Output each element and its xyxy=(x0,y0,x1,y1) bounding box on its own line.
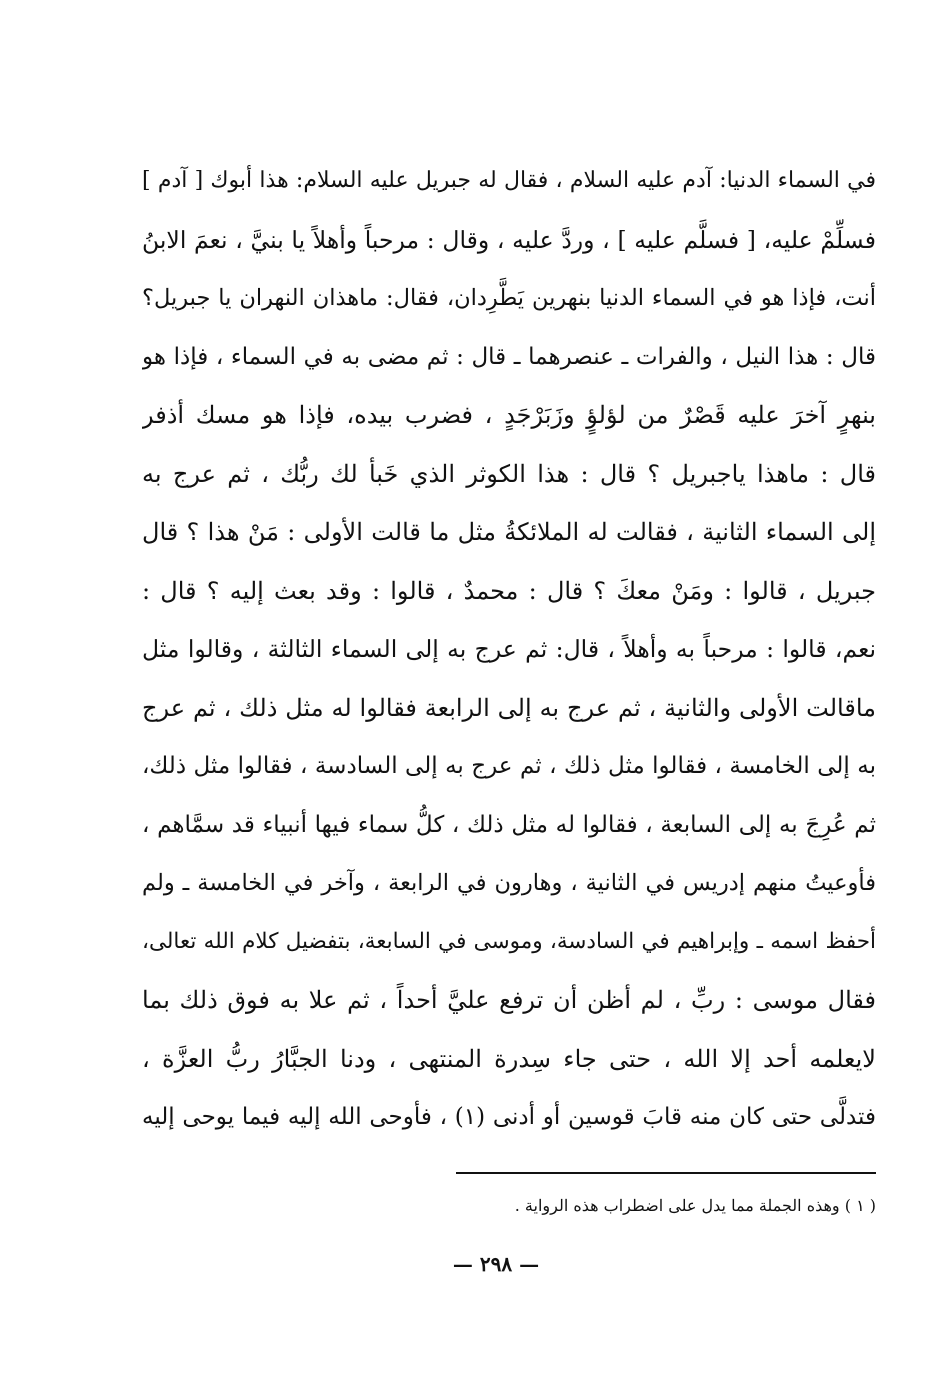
text-line: قال : ماهذا ياجبريل ؟ قال : هذا الكوثر الذي خَبأ لك ربُّك ، ثم عرج به xyxy=(142,459,876,488)
text-line: نعم، قالوا : مرحباً به وأهلاً ، قال: ثم عرج به إلى السماء الثالثة ، وقالوا مثل xyxy=(142,635,876,663)
text-line: فأوعيتُ منهم إدريس في الثانية ، وهارون في الرابعة ، وآخر في الخامسة ـ ولم xyxy=(142,870,876,896)
main-text-block xyxy=(142,152,876,1147)
text-line: ثم عُرِجَ به إلى السابعة ، فقالوا له مثل ذلك ، كلُّ سماء فيها أنبياء قد سمَّاهم ، xyxy=(142,811,876,838)
text-line: أنت، فإذا هو في السماء الدنيا بنهرين يَطَّرِدان، فقال: ماهذان النهران يا جبريل؟ xyxy=(142,285,876,311)
text-line: فسلِّمْ عليه، [ فسلَّم عليه ] ، وردَّ عليه ، وقال : مرحباً وأهلاً يا بنيَّ ، نعمَ الابنُ xyxy=(142,225,876,254)
text-line: فقال موسى : ربِّ ، لم أظن أن ترفع عليَّ أحداً ، ثم علا به فوق ذلك بما xyxy=(142,986,876,1014)
page-number: — ٢٩٨ — xyxy=(452,1252,540,1276)
text-line: به إلى الخامسة ، فقالوا مثل ذلك ، ثم عرج به إلى السادسة ، فقالوا مثل ذلك، xyxy=(142,753,876,779)
text-line: ماقالت الأولى والثانية ، ثم عرج به إلى الرابعة فقالوا له مثل ذلك ، ثم عرج xyxy=(142,693,876,722)
text-line: قال : هذا النيل ، والفرات ـ عنصرهما ـ قال : ثم مضى به في السماء ، فإذا هو xyxy=(142,343,876,370)
footnote-separator xyxy=(456,1172,876,1174)
text-line: أحفظ اسمه ـ وإبراهيم في السادسة، وموسى في السابعة، بتفضيل كلام الله تعالى، xyxy=(142,928,876,954)
footnote: ( ١ ) وهذه الجملة مما يدل على اضطراب هذه الرواية . xyxy=(514,1196,876,1215)
text-line: جبريل ، قالوا : ومَنْ معكَ ؟ قال : محمدٌ ، قالوا : وقد بعث إليه ؟ قال : xyxy=(142,576,876,605)
text-line: فتدلَّى حتى كان منه قابَ قوسين أو أدنى (١) ، فأوحى الله إليه فيما يوحى إليه xyxy=(142,1104,876,1130)
text-line: لايعلمه أحد إلا الله ، حتى جاء سِدرة المنتهى ، ودنا الجبَّارُ ربُّ العزَّة ، xyxy=(142,1044,876,1073)
text-line: في السماء الدنيا: آدم عليه السلام ، فقال له جبريل عليه السلام: هذا أبوك [ آدم ] xyxy=(142,168,876,193)
text-line: إلى السماء الثانية ، فقالت له الملائكةُ مثل ما قالت الأولى : مَنْ هذا ؟ قال xyxy=(142,518,876,546)
text-line: بنهرٍ آخرَ عليه قَصْرٌ من لؤلؤٍ وزَبَرْجَدٍ ، فضرب بيده، فإذا هو مسك أذفر xyxy=(142,401,876,429)
